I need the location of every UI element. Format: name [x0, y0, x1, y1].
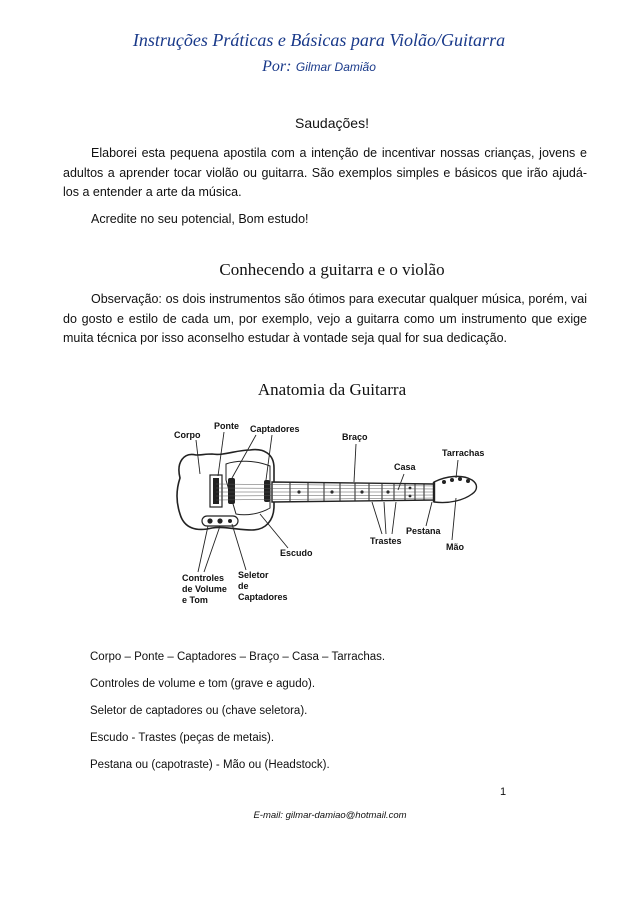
label-pestana: Pestana — [406, 526, 441, 536]
label-mao: Mão — [446, 542, 464, 552]
guitar-anatomy-diagram — [166, 420, 496, 615]
section-heading-anatomy: Anatomia da Guitarra — [257, 380, 407, 399]
list-item: Seletor de captadores ou (chave seletora). — [90, 705, 308, 717]
greeting-paragraph: Elaborei esta pequena apostila com a intenção de incentivar nossas crianças, jovens e adultos a aprender tocar violão ou guitarra. São exemplos simples e básicos que irão ajudá-los a entender a arte da música. — [63, 146, 587, 199]
neck-pickup — [264, 480, 270, 502]
byline — [0, 58, 638, 76]
page-number: 1 — [500, 786, 507, 798]
section-heading-know: Conhecendo a guitarra e o violão — [219, 260, 445, 279]
label-casa: Casa — [394, 462, 416, 472]
list-item: Escudo - Trastes (peças de metais). — [90, 732, 275, 744]
label-escudo: Escudo — [280, 548, 313, 558]
label-tarrachas: Tarrachas — [442, 448, 485, 458]
label-controles-2: de Volume — [182, 584, 227, 594]
document-title: Instruções Práticas e Básicas para Violão/Guitarra — [132, 30, 506, 50]
observation-paragraph: Observação: os dois instrumentos são ótimos para executar qualquer música, porém, vai do gosto e estilo de cada um, por exemplo, vejo a guitarra como um instrumento que exige muita técnica por isso aconselho estudar à vontade seja qual for sua dedicação. — [63, 292, 587, 345]
list-item: Corpo – Ponte – Captadores – Braço – Casa – Tarrachas. — [90, 651, 386, 663]
list-item: Pestana ou (capotraste) - Mão ou (Headstock). — [90, 759, 330, 771]
label-corpo: Corpo — [174, 430, 201, 440]
label-captadores: Captadores — [250, 424, 300, 434]
label-seletor-3: Captadores — [238, 592, 288, 602]
list-item: Controles de volume e tom (grave e agudo). — [90, 678, 316, 690]
label-seletor-1: Seletor — [238, 570, 269, 580]
encouragement-text: Acredite no seu potencial, Bom estudo! — [91, 212, 309, 226]
headstock — [434, 476, 477, 502]
label-ponte: Ponte — [214, 421, 240, 431]
label-seletor-2: de — [238, 581, 249, 591]
label-controles-1: Controles — [182, 573, 225, 583]
label-controles-3: e Tom — [182, 595, 208, 605]
label-braco: Braço — [342, 432, 368, 442]
footer-email: E-mail: gilmar-damiao@hotmail.com — [253, 810, 407, 821]
by-prefix: Por: — [262, 58, 292, 75]
label-trastes: Trastes — [370, 536, 402, 546]
author-name: Gilmar Damião — [295, 60, 376, 74]
greeting-heading: Saudações! — [295, 115, 369, 131]
